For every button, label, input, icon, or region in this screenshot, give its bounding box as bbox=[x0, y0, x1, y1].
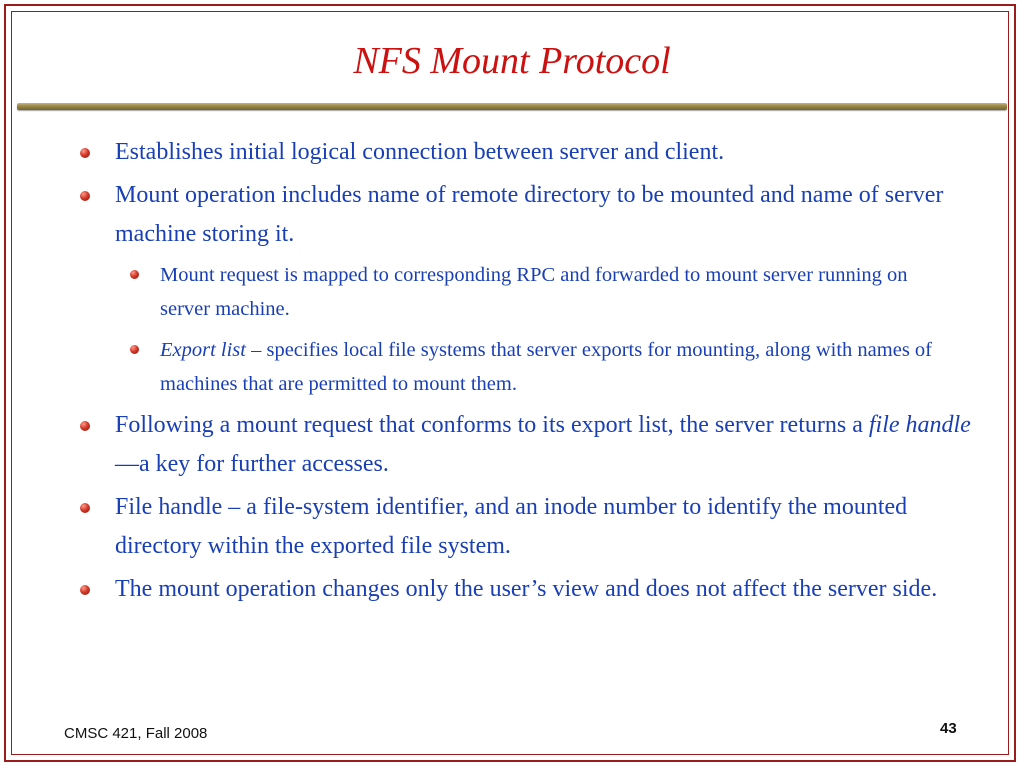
bullet-item-2 bbox=[115, 176, 975, 254]
title-divider bbox=[17, 103, 1007, 110]
bullet-text-post: —a key for further accesses. bbox=[115, 451, 389, 477]
bullet-text: The mount operation changes only the user’s view and does not affect the server side. bbox=[115, 576, 938, 602]
page-number: 43 bbox=[940, 720, 957, 737]
bullet-text-pre: Following a mount request that conforms to its export list, the server returns a bbox=[115, 412, 869, 438]
slide-title: NFS Mount Protocol bbox=[353, 40, 671, 82]
sub-bullet-text: Mount request is mapped to corresponding RPC and forwarded to mount server running on server machine. bbox=[160, 264, 908, 320]
bullet-text: File handle – a file-system identifier, and an inode number to identify the mounted directory within the exported file system. bbox=[115, 494, 908, 559]
footer-course: CMSC 421, Fall 2008 bbox=[64, 725, 208, 742]
bullet-icon bbox=[80, 585, 90, 595]
bullet-icon bbox=[80, 421, 90, 431]
bullet-item-1 bbox=[115, 133, 975, 172]
export-list-term: Export list bbox=[160, 339, 246, 361]
bullet-icon bbox=[80, 503, 90, 513]
bullet-item-5 bbox=[115, 570, 975, 609]
bullet-item-4 bbox=[115, 488, 975, 566]
sub-bullet-item-2 bbox=[160, 333, 950, 401]
sub-bullet-icon bbox=[130, 345, 139, 354]
sub-bullet-item-1 bbox=[160, 258, 950, 326]
bullet-text: Establishes initial logical connection between server and client. bbox=[115, 139, 725, 165]
bullet-icon bbox=[80, 191, 90, 201]
bullet-text: Mount operation includes name of remote directory to be mounted and name of server machine storing it. bbox=[115, 182, 944, 247]
bullet-icon bbox=[80, 148, 90, 158]
file-handle-term: file handle bbox=[868, 412, 971, 438]
bullet-item-3 bbox=[115, 406, 975, 484]
sub-bullet-icon bbox=[130, 270, 139, 279]
sub-bullet-text: – specifies local file systems that server exports for mounting, along with names of machines that are permitted to mount them. bbox=[160, 339, 933, 395]
